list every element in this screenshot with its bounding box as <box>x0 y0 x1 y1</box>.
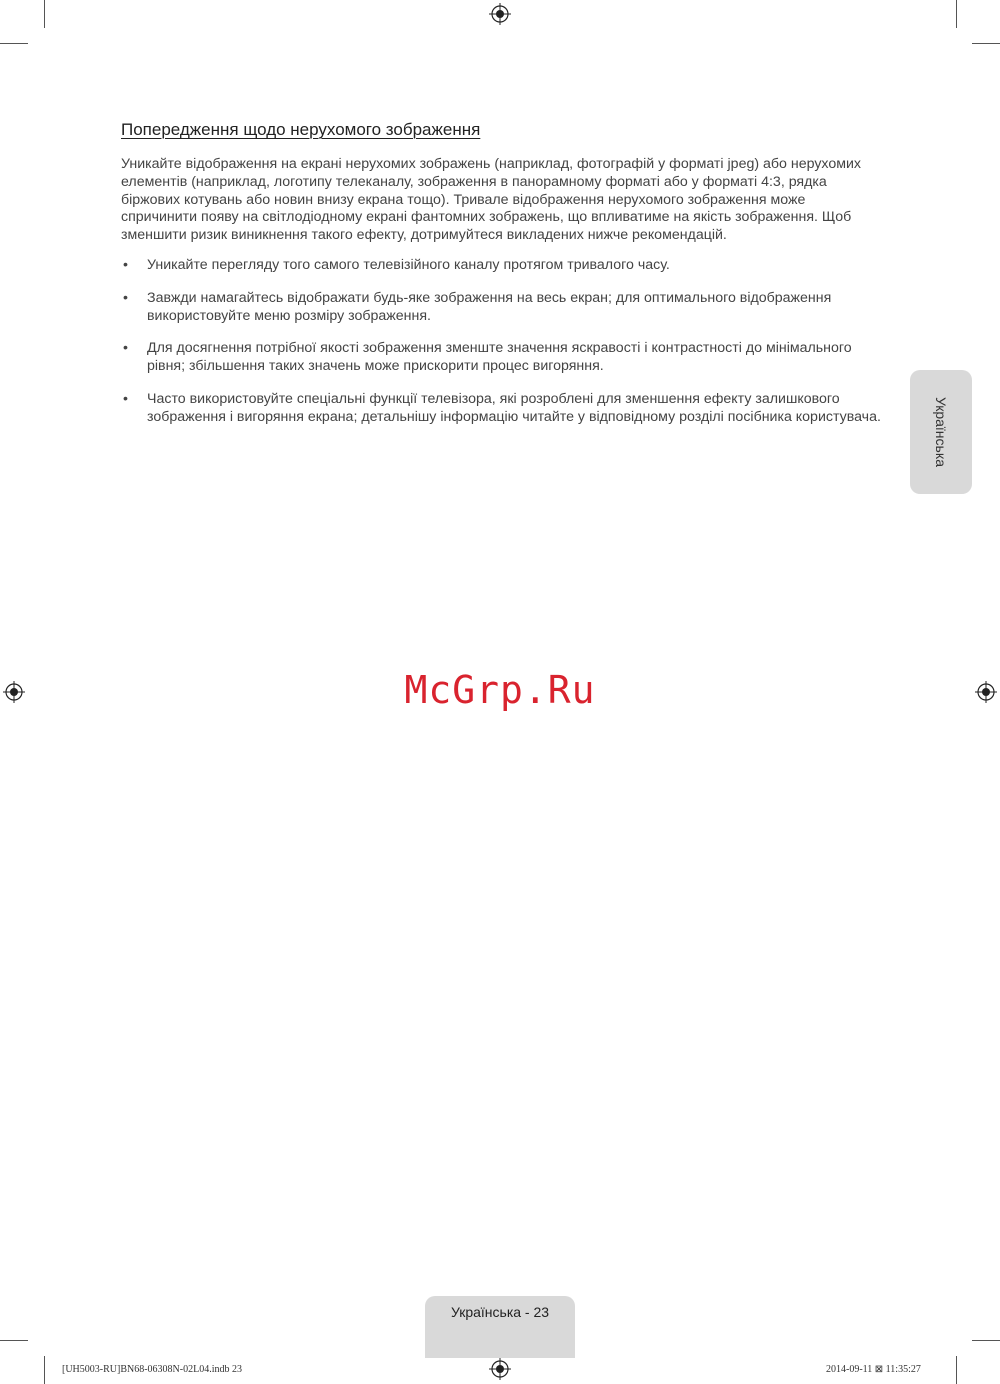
crop-mark <box>44 0 45 28</box>
list-item <box>121 391 881 427</box>
page-number-label: Українська - 23 <box>450 1304 550 1320</box>
list-item <box>121 257 881 275</box>
list-item-text: Для досягнення потрібної якості зображення зменште значення яскравості і контрастності до мінімального рівня; збільшення таких значень може прискорити процес вигоряння. <box>147 340 852 375</box>
list-item <box>121 290 881 326</box>
crop-mark <box>0 1340 28 1341</box>
crop-mark <box>0 43 28 44</box>
watermark: McGrp.Ru <box>404 668 596 712</box>
bullet-icon: • <box>123 257 128 273</box>
bullet-icon: • <box>123 390 128 407</box>
crop-mark <box>972 1340 1000 1341</box>
crop-mark <box>956 0 957 28</box>
intro-paragraph: Уникайте відображення на екрані нерухомих зображень (наприклад, фотографій у форматі jpeg) або нерухомих елементів (наприклад, логотипу телеканалу, зображення в панорамному форматі або у форматі 4:3, рядка біржових котувань або новин внизу екрана тощо). Тривале відображення нерухомого зображення може спричинити появу на світлодіодному екрані фантомних зображень, що впливатиме на якість зображення. Щоб зменшити ризик виникнення такого ефекту, дотримуйтеся викладених нижче рекомендацій. <box>121 156 862 244</box>
list-item-text: Часто використовуйте спеціальні функції телевізора, які розроблені для зменшення ефекту залишкового зображення і вигоряння екрана; детальнішу інформацію читайте у відповідному розділі посібника користувача. <box>147 390 881 425</box>
language-side-tab-label: Українська <box>933 396 949 468</box>
crop-mark <box>44 1356 45 1384</box>
page-number-tab <box>425 1296 575 1358</box>
print-slug-date: 2014-09-11 ⊠ 11:35:27 <box>826 1364 921 1375</box>
crop-mark <box>956 1356 957 1384</box>
bullet-icon: • <box>123 289 128 306</box>
list-item <box>121 340 881 376</box>
bullet-icon: • <box>123 340 128 357</box>
list-item-text: Завжди намагайтесь відображати будь-яке зображення на весь екран; для оптимального відображення використовуйте меню розміру зображення. <box>147 289 832 324</box>
list-item-text: Уникайте перегляду того самого телевізійного каналу протягом тривалого часу. <box>147 257 670 273</box>
registration-mark-icon <box>489 3 511 25</box>
crop-mark <box>972 43 1000 44</box>
print-slug-file: [UH5003-RU]BN68-06308N-02L04.indb 23 <box>62 1364 242 1375</box>
section-heading: Попередження щодо нерухомого зображення <box>121 120 481 139</box>
recommendations-list <box>121 257 881 442</box>
language-side-tab <box>910 370 972 494</box>
registration-mark-icon <box>489 1358 511 1380</box>
